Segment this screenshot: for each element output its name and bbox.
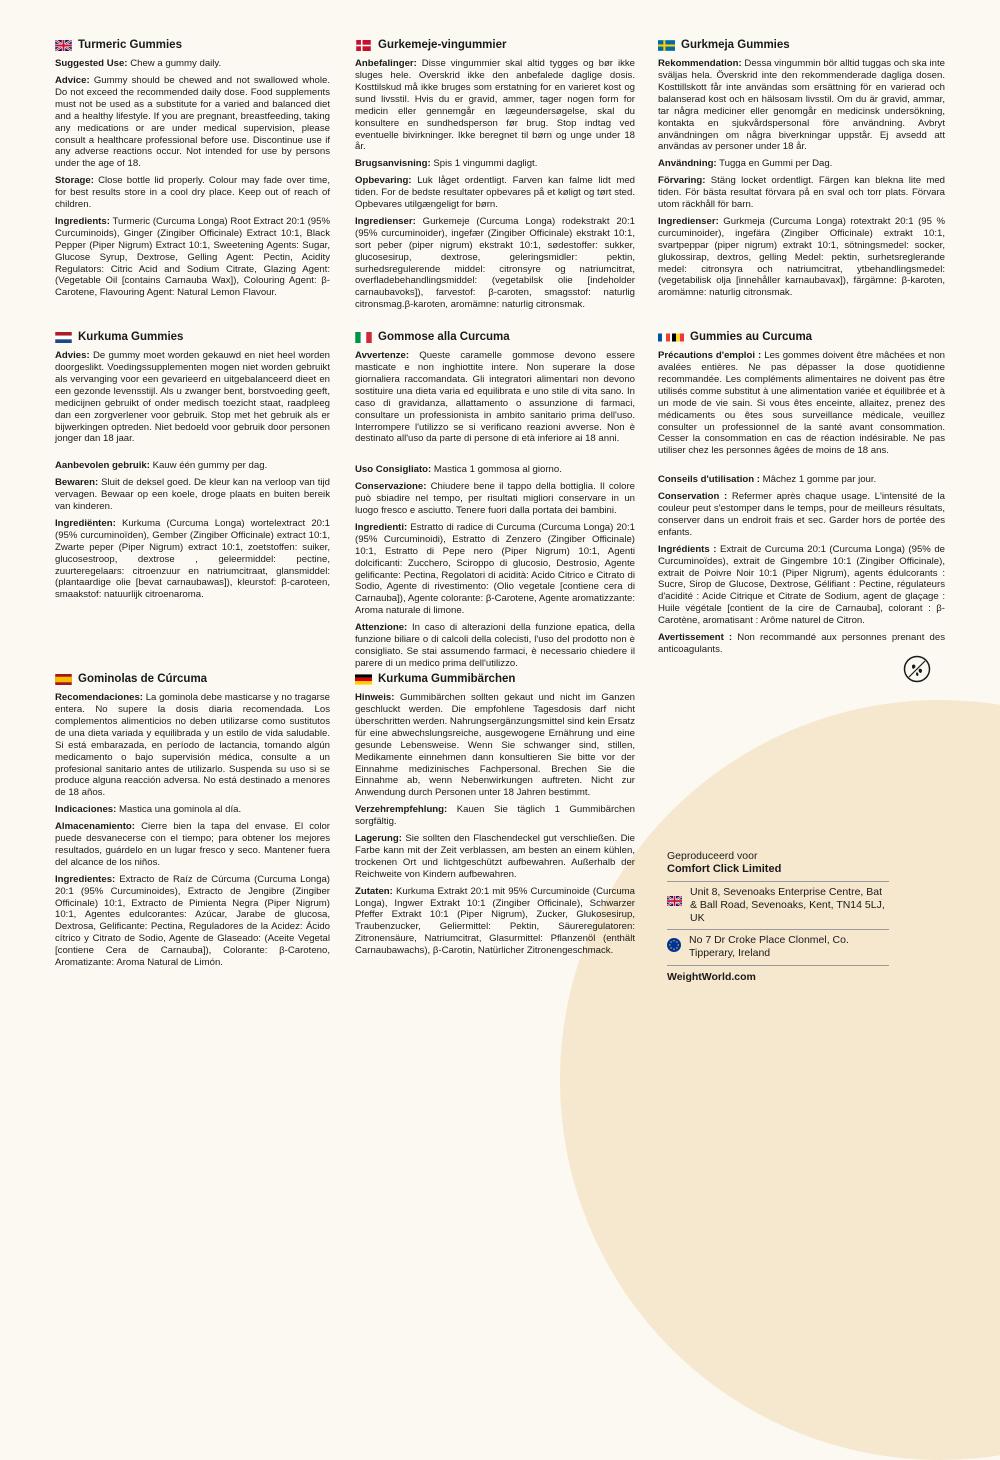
storage: Storage: Close bottle lid properly. Colour may fade over time, for best results store in a cool dry place. Keep out of reach of children. [55, 175, 330, 211]
storage: Almacenamiento: Cierre bien la tapa del envase. El color puede desvanecerse con el tiempo; para obtener los mejores resultados, guárdelo en un lugar fresco y seco. Mantener fuera del alcance de los niños. [55, 821, 330, 868]
recommendations: Rekommendation: Dessa vingummin bör alltid tuggas och ska inte sväljas hela. Överskrid inte den rekommenderade dagliga dosen. Kosttillskott får inte användas som ersättning för en varierad och balanserad kost och en hälsosam livsstil. Om du är gravid, ammar, tar några mediciner eller genomgår en medicinsk undersökning, kontakta en sjukvårdspersonal före användning. Avbryt användningen om några biverkningar uppstår. Ej avsedd att användas av personer under 18 år. [658, 58, 945, 153]
storage: Opbevaring: Luk låget ordentligt. Farven kan falme lidt med tiden. For de bedste resultater opbevares på et køligt og tørt sted. Opbevares utilgængeligt for børn. [355, 175, 635, 211]
belgium-flag-icon [672, 332, 684, 343]
uk-flag-icon [55, 40, 72, 51]
uk-address-text: Unit 8, Sevenoaks Enterprise Centre, Bat & Ball Road, Sevenoaks, Kent, TN14 5LJ, UK [690, 885, 885, 925]
suggested-use: Suggested Use: Chew a gummy daily. [55, 58, 222, 70]
recommendations: Recomendaciones: La gominola debe masticarse y no tragarse entera. No supere la dosis diaria recomendada. Los complementos alimenticios no deben utilizarse como sustitutos de una dieta variada y equilibrada y un estilo de vida saludable. Si está embarazada, en período de lactancia, tomando algún medicamento o bajo supervisión médica, consulte a un profesional sanitario antes de utilizarlo. Suspenda su uso si se produce alguna reacción adversa. No está destinado a menores de 18 años. [55, 692, 330, 799]
section-title: Gurkmeja Gummies [681, 39, 790, 51]
section-dutch [55, 330, 330, 606]
uk-address [667, 881, 889, 929]
ingredients: Ingredients: Turmeric (Curcuma Longa) Root Extract 20:1 (95% Curcuminoids), Ginger (Zingiber Officinale) Extract 10:1, Black Pepper (Piper Nigrum) Extract 10:1, Sweetening Agents: Sugar, Glucose Syrup, Dextrose, Gelling Agent: Pectin, Acidity Regulators: Citric Acid and Sodium Citrate, Glazing Agent: (Vegetable Oil [contains Carnauba Wax]), Colouring Agent: β-Carotene, Flavouring Agent: Natural Lemon Flavour. [55, 215, 331, 299]
italy-flag-icon [355, 332, 372, 343]
website-link[interactable]: WeightWorld.com [667, 970, 756, 983]
warning: Avertissement : Non recommandé aux personnes prenant des anticoagulants. [658, 631, 945, 655]
germany-flag-icon [355, 674, 372, 685]
section-title: Kurkuma Gummibärchen [378, 673, 516, 685]
denmark-flag-icon [355, 40, 372, 51]
section-title: Kurkuma Gummies [78, 331, 184, 343]
usage: Verzehrempfehlung: Kauen Sie täglich 1 Gummibärchen sorgfältig. [355, 804, 635, 828]
section-french [658, 330, 945, 661]
france-belgium-flag-icon [658, 332, 670, 343]
eu-address-text: No 7 Dr Croke Place Clonmel, Co. Tipperary, Ireland [689, 934, 849, 960]
company-name: Comfort Click Limited [667, 863, 782, 876]
section-title: Gurkemeje-vingummier [378, 39, 507, 51]
section-title: Gummies au Curcuma [690, 331, 813, 343]
ingredients: Ingredienti: Estratto di radice di Curcuma (Curcuma Longa) 20:1 (95% Curcuminoidi), Estratto di Zenzero (Zingiber Officinale) 10:1, Estratto di Pepe nero (Piper Nigrum) 10:1, Agenti dolcificanti: Zucchero, Sciroppo di glucosio, Destrosio, Agente gelificante: Pectina, Regolatori di acidità: Acido Citrico e Citrato di Sodio, Agente di rivestimento: (Olio vegetale [contiene cera di Carnauba]), Agente colorante: β-Carotene, Agente aromatizzante: Aroma naturale di limone. [355, 521, 635, 617]
ingredients: Ingrediënten: Kurkuma (Curcuma Longa) wortelextract 20:1 (95% curcuminoïden), Gember (Zingiber Officinale) extract 10:1, Zwarte peper (Piper Nigrum) extract 10:1, zoetstoffen: suiker, glucosestroop, dextrose , geleermiddel: pectine, zuurteregelaars: citroenzuur en natriumcitraat, glansmiddel: (plantaardige olie [bevat carnaubawas]), kleurstof: β-caroteen, smaakstof: natuurlijk citroenaroma. [55, 517, 331, 601]
advice: Advies: De gummy moet worden gekauwd en niet heel worden doorgeslikt. Voedingssupplementen mogen niet worden gebruikt als vervanging voor een gevarieerd en uitgebalanceerd dieet en een gezonde levensstijl. Als u zwanger bent, borstvoeding geeft, medicijnen gebruikt of onder medisch toezicht staat, raadpleeg dan een zorgverlener voor gebruik. Stop met het gebruik als er bijwerkingen optreden. Niet bedoeld voor gebruik door personen jonger dan 18 jaar. [55, 350, 331, 445]
storage: Conservation : Refermer après chaque usage. L'intensité de la couleur peut s'estomper dans le temps, pour de meilleurs résultats, conserver dans un endroit frais et sec. Garder hors de portée des enfants. [658, 491, 945, 538]
sweden-flag-icon [658, 40, 675, 51]
attention: Attenzione: In caso di alterazioni della funzione epatica, della funzione biliare o di calcoli della colecisti, l'uso del prodotto non è consigliato. Se stai assumendo farmaci, è necessario chiedere il parere di un medico prima dell'utilizzo. [355, 622, 635, 669]
storage: Lagerung: Sie sollten den Flaschendeckel gut verschließen. Die Farbe kann mit der Zeit verblassen, am besten an einem kühlen, trockenen Ort und lichtgeschützt aufbewahren. Außerhalb der Reichweite von Kindern aufbewahren. [355, 833, 635, 880]
section-danish [355, 38, 635, 316]
ingredients: Zutaten: Kurkuma Extrakt 20:1 mit 95% Curcuminoide (Curcuma Longa), Ingwer Extrakt 10:1 (Zingiber Officinale), Schwarzer Pfeffer Extrakt 10:1 (Piper Nigrum), Zucker, Glukosesirup, Traubenzucker, Geliermittel: Pektin, Säureregulatoren: Zitronensäure, Natriumcitrat, Glasurmittel: Pflanzenöl (enthält Carnaubawachs), β-Carotin, Natürlicher Zitronengeschmack. [355, 885, 635, 957]
section-spanish [55, 672, 330, 974]
section-title: Gommose alla Curcuma [378, 331, 510, 343]
usage: Indicaciones: Mastica una gominola al día. [55, 804, 242, 816]
storage: Conservazione: Chiudere bene il tappo della bottiglia. Il colore può sbiadire nel tempo, per risultati migliori conservare in un luogo fresco e asciutto. Tenere fuori dalla portata dei bambini. [355, 481, 635, 517]
usage: Aanbevolen gebruik: Kauw één gummy per dag. [55, 460, 268, 472]
section-title: Turmeric Gummies [78, 39, 182, 51]
storage: Bewaren: Sluit de deksel goed. De kleur kan na verloop van tijd vervagen. Bewaar op een koele, droge plaats en buiten bereik van kinderen. [55, 477, 331, 513]
warnings: Avvertenze: Queste caramelle gommose devono essere masticate e non inghiottite intere. Non superare la dose giornaliera raccomandata. Gli integratori alimentari non devono sostituire una dieta varia ed equilibrata e uno stile di vita sano. In caso di gravidanza, allattamento o assunzione di farmaci, consultare un professionista in ambito sanitario prima dell'uso. Interrompere l'utilizzo se si verificano reazioni avverse. Non è destinato all'uso da parte di persone di età inferiore ai 18 anni. [355, 350, 635, 445]
ingredients: Ingredientes: Extracto de Raíz de Cúrcuma (Curcuma Longa) 20:1 (95% Curcuminoides), Extracto de Jengibre (Zingiber Officinale) 10:1, Extracto de Pimienta Negra (Piper Nigrum) 10:1, Agentes edulcorantes: Azúcar, Jarabe de glucosa, Dextrosa, Gelificante: Pectina, Reguladores de la Acidez: Ácido cítrico y Citrato de Sodio, Agente de Glaseado: (Aceite Vegetal [contiene Cera de Carnauba]), Colorante: β-Caroteno, Aromatizante: Aroma Natural de Limón. [55, 873, 331, 968]
eu-address [667, 929, 889, 965]
produced-for-label: Geproduceerd voor [667, 850, 758, 862]
notice: Hinweis: Gummibärchen sollten gekaut und nicht im Ganzen geschluckt werden. Die empfohlene Tagesdosis darf nicht überschritten werden. Nahrungsergänzungsmittel sind kein Ersatz für eine abwechslungsreiche, ausgewogene Ernährung und eine gesunde Lebensweise. Wenn Sie schwanger sind, stillen, Medikamente einnehmen dann konsultieren Sie bitte vor der Einnahme medizinisches Fachpersonal. Brechen Sie die Einnahme ab, wenn Nebenwirkungen auftreten. Nicht zur Anwendung durch Personen unter 18 Jahren bestimmt. [355, 692, 636, 799]
advice: Advice: Gummy should be chewed and not swallowed whole. Do not exceed the recommended daily dose. Food supplements must not be used as a substitute for a varied and balanced diet and a healthy lifestyle. If you are pregnant, breastfeeding, taking any medications or are under medical supervision, please consult a healthcare professional before use. Discontinue use if any adverse reactions occur. Not intended for use by persons under the age of 18. [55, 75, 330, 170]
leaf-herb-icon [903, 655, 931, 683]
usage: Brugsanvisning: Spis 1 vingummi dagligt. [355, 158, 538, 170]
recommendations: Anbefalinger: Disse vingummier skal altid tygges og bør ikke sluges hele. Overskrid ikke den anbefalede daglige dosis. Kosttilskud må ikke bruges som erstatning for en varieret kost og sund livsstil. Hvis du er gravid, ammer, tager nogen form for medicin eller gennemgår en lægeundersøgelse, skal du konsultere en sundhedsperson før brug. Stop indtag ved eventuelle bivirkninger. Ikke beregnet til børn og unge under 18 år. [355, 58, 636, 153]
ingredients: Ingrédients : Extrait de Curcuma 20:1 (Curcuma Longa) (95% de Curcuminoïdes), extrait de Gingembre 10:1 (Zingiber Officinale), extrait de Poivre Noir 10:1 (Piper Nigrum), agents édulcorants : Sucre, Sirop de Glucose, Dextrose, Gélifiant : Pectine, régulateurs d'acidité : Acide Citrique et Citrate de Sodium, agent de glaçage : Huile végétale [contient de la cire de Carnauba], colorant : β-Carotène, aromatisant : Arôme naturel de Citron. [658, 543, 945, 627]
manufacturer-address [667, 850, 889, 984]
ingredients: Ingredienser: Gurkemeje (Curcuma Longa) rodekstrakt 20:1 (95% curcuminoider), ingefær (Zingiber Officinale) ekstrakt 10:1, sort peber (piper nigrum) ekstrakt 10:1, sødestoffer: sukker, glucosesirup, dextrose, geleringsmidler: pektin, surhedsregulerende middel: citronsyre og natriumcitrat, overfladebehandlingsmiddel: (vegetabilsk olie [indeholder carnaubavoks]), farvestof: β-caroten, smagsstof: naturlig citronsmag.β-karoten, aromämne: naturlig citronsmak. [355, 215, 635, 311]
usage: Användning: Tugga en Gummi per Dag. [658, 158, 833, 170]
netherlands-flag-icon [55, 332, 72, 343]
spain-flag-icon [55, 674, 72, 685]
precautions: Précautions d'emploi : Les gommes doivent être mâchées et non avalées entières. Ne pas dépasser la dose quotidienne recommandée. Les compléments alimentaires ne doivent pas être utilisés comme substitut à une alimentation variée et équilibrée et à un mode de vie sain. Si vous êtes enceinte, allaitez, prenez des médicaments ou êtes sous surveillance médicale, veuillez consulter un professionnel de la santé avant consommation. Cesser la consommation en cas de réaction indésirable. Ne pas utiliser chez les personnes âgées de moins de 18 ans. [658, 350, 945, 457]
section-german [355, 672, 635, 962]
usage: Uso Consigliato: Mastica 1 gommosa al giorno. [355, 464, 562, 476]
section-title: Gominolas de Cúrcuma [78, 673, 208, 685]
ingredients: Ingredienser: Gurkmeja (Curcuma Longa) rotextrakt 20:1 (95 % curcuminoider), ingefära (Zingiber Officinale) extrakt 10:1, svartpeppar (piper nigrum) extrakt 10:1, sötningsmedel: socker, glukossirap, dextros, gelling Medel: pektin, surhetsreglerande medel: citronsyra och natriumcitrat, ytbehandlingsmedel: (vegetabilisk olja [innehåller karnaubavax]), färgämne: β-karoten, aromämne: naturlig citronsmak. [658, 215, 945, 299]
storage: Förvaring: Stäng locket ordentligt. Färgen kan blekna lite med tiden. För bästa resultat förvara på en sval och torr plats. Förvara utom räckhåll för barn. [658, 175, 945, 211]
section-english [55, 38, 330, 304]
section-italian [355, 330, 635, 675]
eu-flag-icon [667, 938, 681, 952]
uk-flag-icon [667, 896, 682, 906]
section-swedish [658, 38, 945, 304]
usage: Conseils d'utilisation : Mâchez 1 gomme par jour. [658, 474, 877, 486]
